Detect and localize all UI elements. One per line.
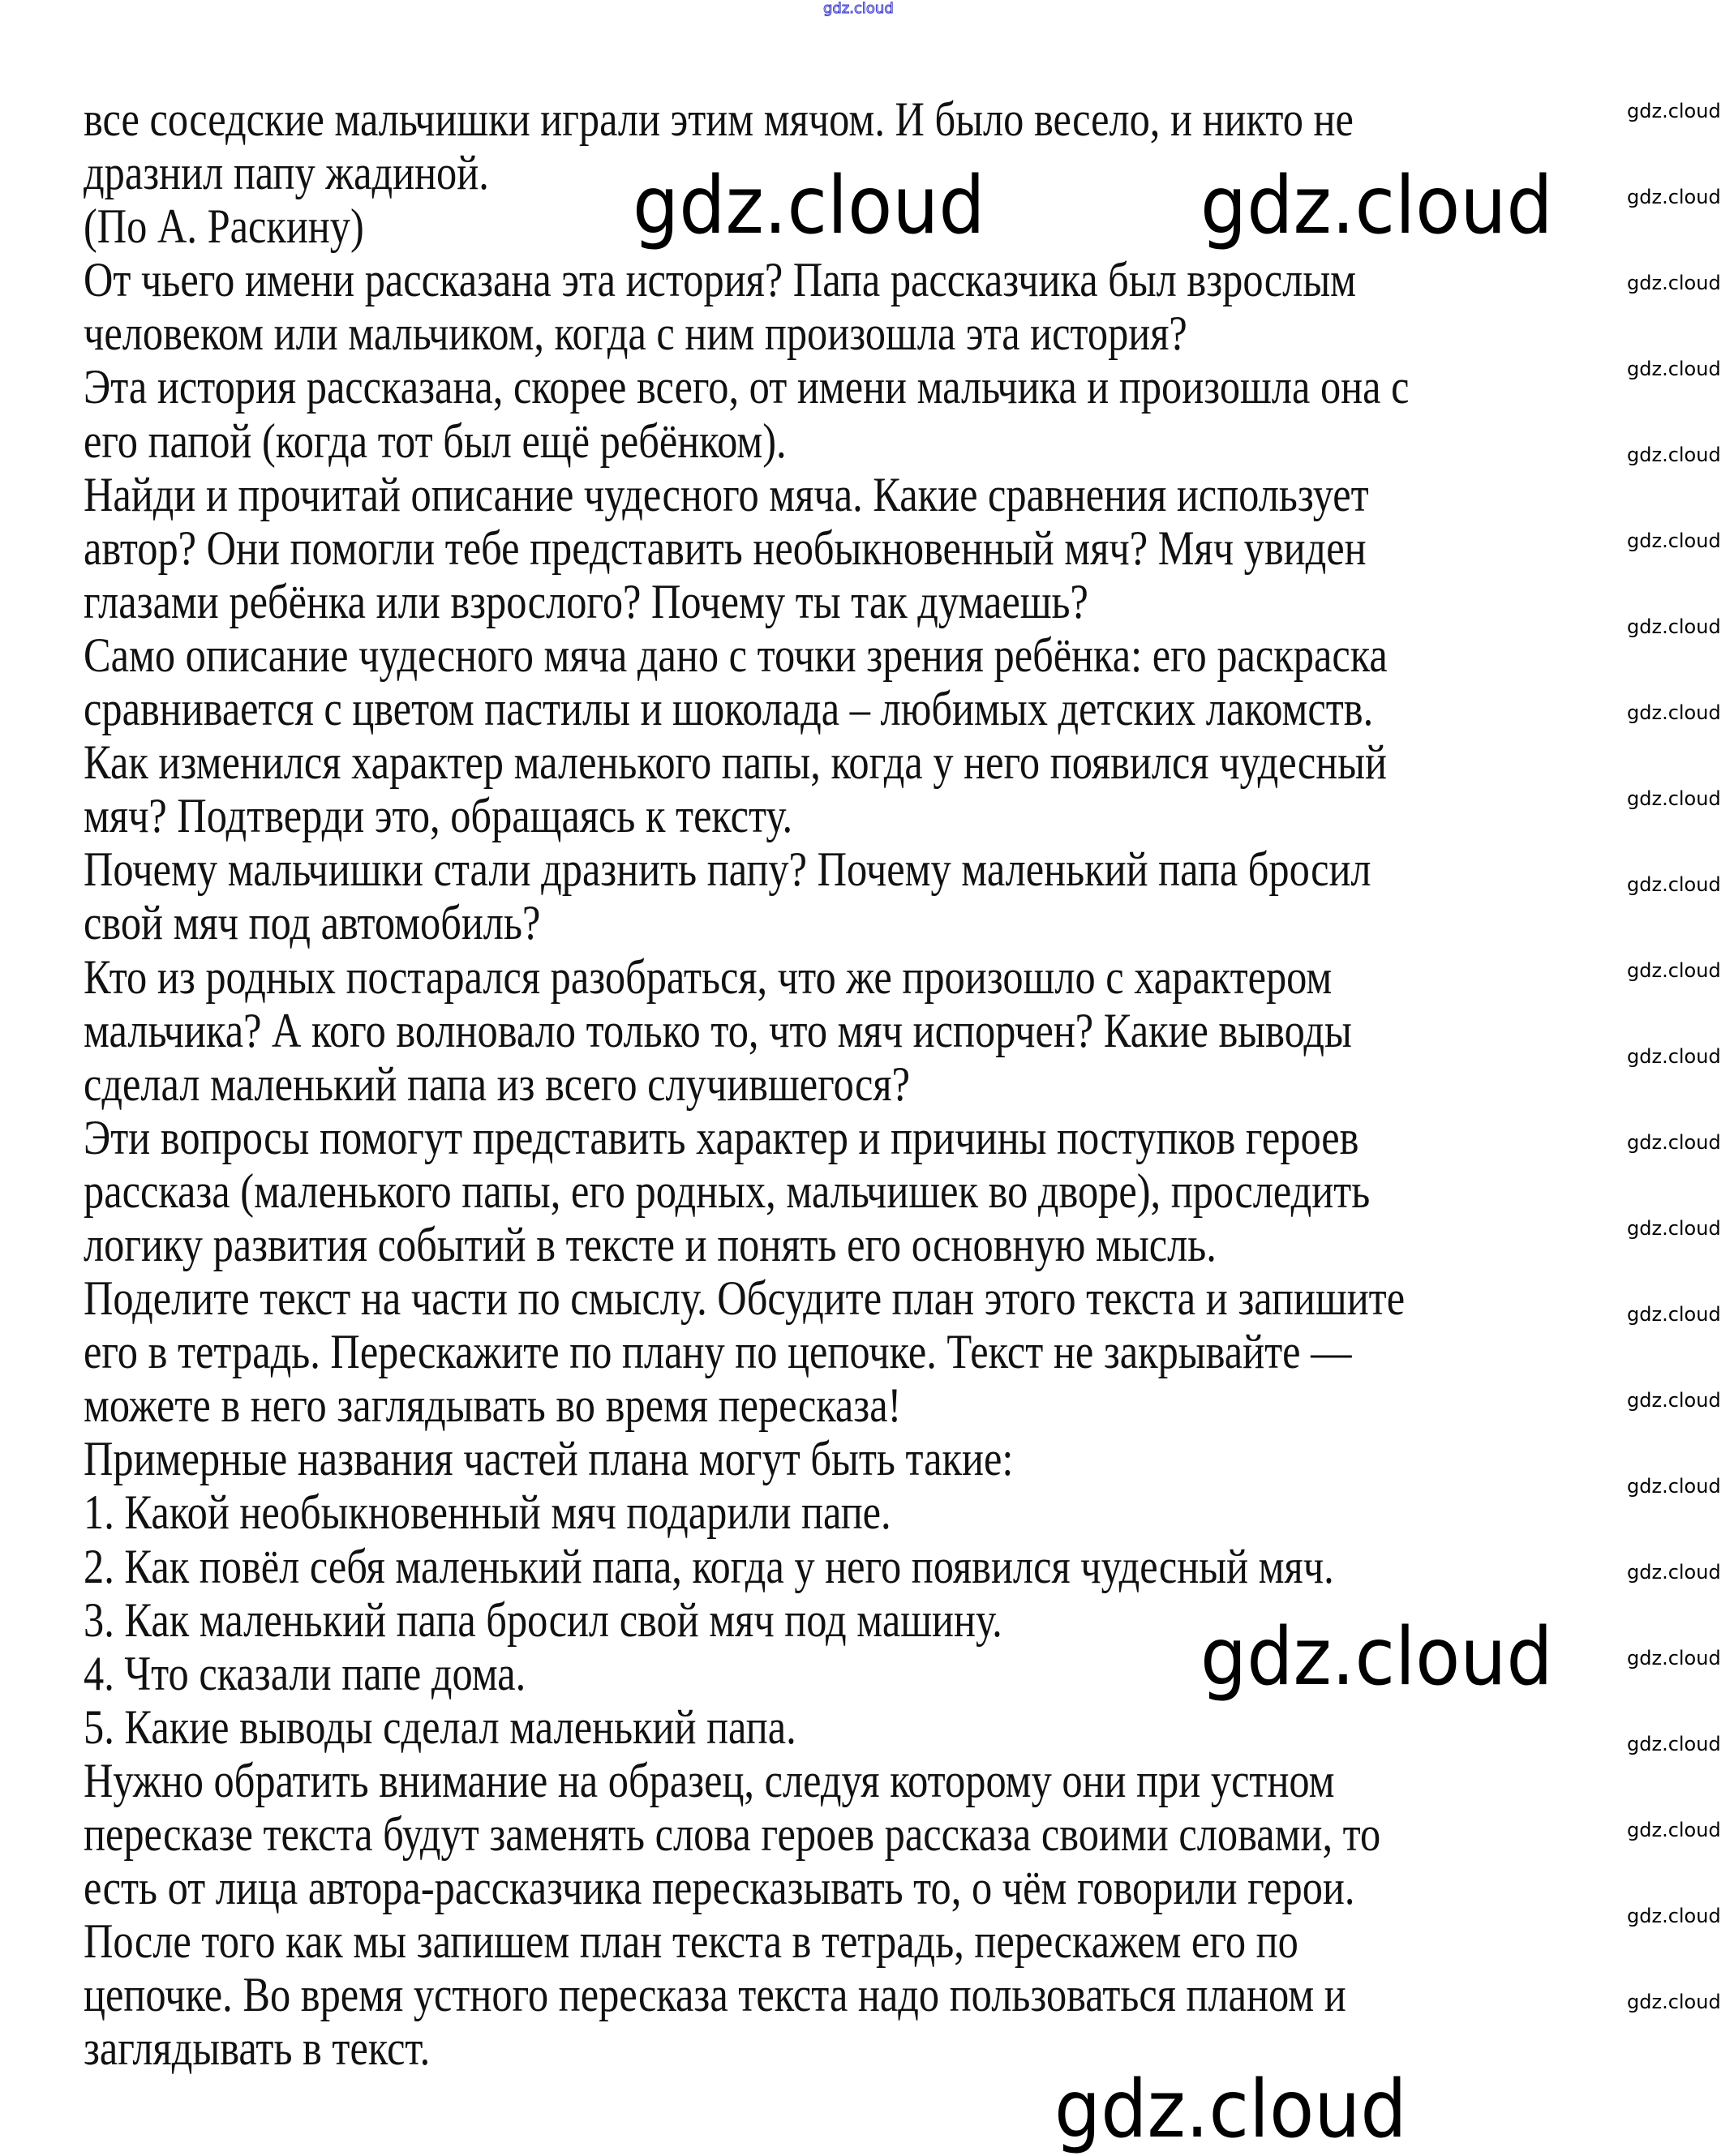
watermark: gdz.cloud <box>1627 529 1721 552</box>
text-line: можете в него заглядывать во время пересказа! <box>84 1378 902 1433</box>
watermark: gdz.cloud <box>1054 2064 1407 2156</box>
text-line: цепочке. Во время устного пересказа текста надо пользоваться планом и <box>84 1968 1346 2022</box>
watermark: gdz.cloud <box>1627 1733 1721 1755</box>
text-line: пересказе текста будут заменять слова героев рассказа своими словами, то <box>84 1807 1381 1861</box>
watermark: gdz.cloud <box>1627 1303 1721 1326</box>
text-line: (По А. Раскину) <box>84 199 364 254</box>
text-line: 2. Как повёл себя маленький папа, когда у него появился чудесный мяч. <box>84 1539 1334 1593</box>
document-body <box>84 92 1662 2075</box>
text-line: свой мяч под автомобиль? <box>84 896 541 950</box>
text-line: Эта история рассказана, скорее всего, от имени мальчика и произошла она с <box>84 360 1410 414</box>
text-line: 5. Какие выводы сделал маленький папа. <box>84 1700 796 1754</box>
text-line: Само описание чудесного мяча дано с точки зрения ребёнка: его раскраска <box>84 628 1388 682</box>
watermark: gdz.cloud <box>1627 444 1721 466</box>
watermark: gdz.cloud <box>1627 1217 1721 1240</box>
text-line: сравнивается с цветом пастилы и шоколада – любимых детских лакомств. <box>84 682 1374 736</box>
watermark: gdz.cloud <box>1627 1475 1721 1498</box>
text-line: сделал маленький папа из всего случившегося? <box>84 1057 910 1111</box>
text-line: логику развития событий в тексте и понять его основную мысль. <box>84 1217 1217 1271</box>
watermark: gdz.cloud <box>1627 1389 1721 1412</box>
watermark: gdz.cloud <box>1200 160 1553 252</box>
text-line: Эти вопросы помогут представить характер и причины поступков героев <box>84 1110 1359 1164</box>
text-line: мальчика? А кого волновало только то, что мяч испорчен? Какие выводы <box>84 1003 1352 1057</box>
text-line: автор? Они помогли тебе представить необыкновенный мяч? Мяч увиден <box>84 521 1367 575</box>
text-line: мяч? Подтверди это, обращаясь к тексту. <box>84 789 793 843</box>
watermark: gdz.cloud <box>1627 1819 1721 1841</box>
watermark: gdz.cloud <box>1627 1647 1721 1670</box>
watermark: gdz.cloud <box>1627 100 1721 122</box>
text-line: его папой (когда тот был ещё ребёнком). <box>84 414 787 468</box>
watermark: gdz.cloud <box>1627 615 1721 638</box>
watermark: gdz.cloud <box>1627 787 1721 810</box>
text-line: рассказа (маленького папы, его родных, мальчишек во дворе), проследить <box>84 1164 1371 1218</box>
text-line: глазами ребёнка или взрослого? Почему ты так думаешь? <box>84 574 1088 628</box>
watermark: gdz.cloud <box>1627 358 1721 380</box>
text-line: Найди и прочитай описание чудесного мяча. Какие сравнения использует <box>84 467 1369 521</box>
text-line: Поделите текст на части по смыслу. Обсудите план этого текста и запишите <box>84 1271 1406 1326</box>
watermark: gdz.cloud <box>1627 1991 1721 2013</box>
text-line: Как изменился характер маленького папы, когда у него появился чудесный <box>84 735 1388 790</box>
watermark: gdz.cloud <box>1627 873 1721 896</box>
text-line: Нужно обратить внимание на образец, следуя которому они при устном <box>84 1753 1335 1807</box>
watermark: gdz.cloud <box>1627 701 1721 724</box>
text-line: есть от лица автора-рассказчика пересказывать то, о чём говорили герои. <box>84 1861 1355 1915</box>
text-line: 1. Какой необыкновенный мяч подарили папе. <box>84 1485 891 1540</box>
text-line: его в тетрадь. Перескажите по плану по цепочке. Текст не закрывайте — <box>84 1325 1352 1379</box>
watermark: gdz.cloud <box>823 0 894 17</box>
text-line: Кто из родных постарался разобраться, что же произошло с характером <box>84 949 1333 1004</box>
watermark: gdz.cloud <box>1627 272 1721 294</box>
watermark: gdz.cloud <box>633 160 985 252</box>
watermark: gdz.cloud <box>1627 1045 1721 1068</box>
text-line: человеком или мальчиком, когда с ним произошла эта история? <box>84 306 1187 361</box>
watermark: gdz.cloud <box>1627 1561 1721 1584</box>
text-line: После того как мы запишем план текста в тетрадь, перескажем его по <box>84 1914 1298 1969</box>
text-line: Примерные названия частей плана могут быть такие: <box>84 1432 1014 1486</box>
watermark: gdz.cloud <box>1200 1611 1553 1704</box>
text-line: все соседские мальчишки играли этим мячом. И было весело, и никто не <box>84 92 1354 146</box>
text-line: Почему мальчишки стали дразнить папу? Почему маленький папа бросил <box>84 842 1371 897</box>
text-line: дразнил папу жадиной. <box>84 146 489 200</box>
text-line: заглядывать в текст. <box>84 2021 431 2076</box>
watermark: gdz.cloud <box>1627 1131 1721 1154</box>
text-line: 3. Как маленький папа бросил свой мяч под машину. <box>84 1592 1002 1647</box>
text-line: От чьего имени рассказана эта история? Папа рассказчика был взрослым <box>84 253 1357 307</box>
watermark: gdz.cloud <box>1627 1905 1721 1927</box>
watermark: gdz.cloud <box>1627 186 1721 208</box>
watermark: gdz.cloud <box>1627 959 1721 982</box>
text-line: 4. Что сказали папе дома. <box>84 1646 526 1700</box>
